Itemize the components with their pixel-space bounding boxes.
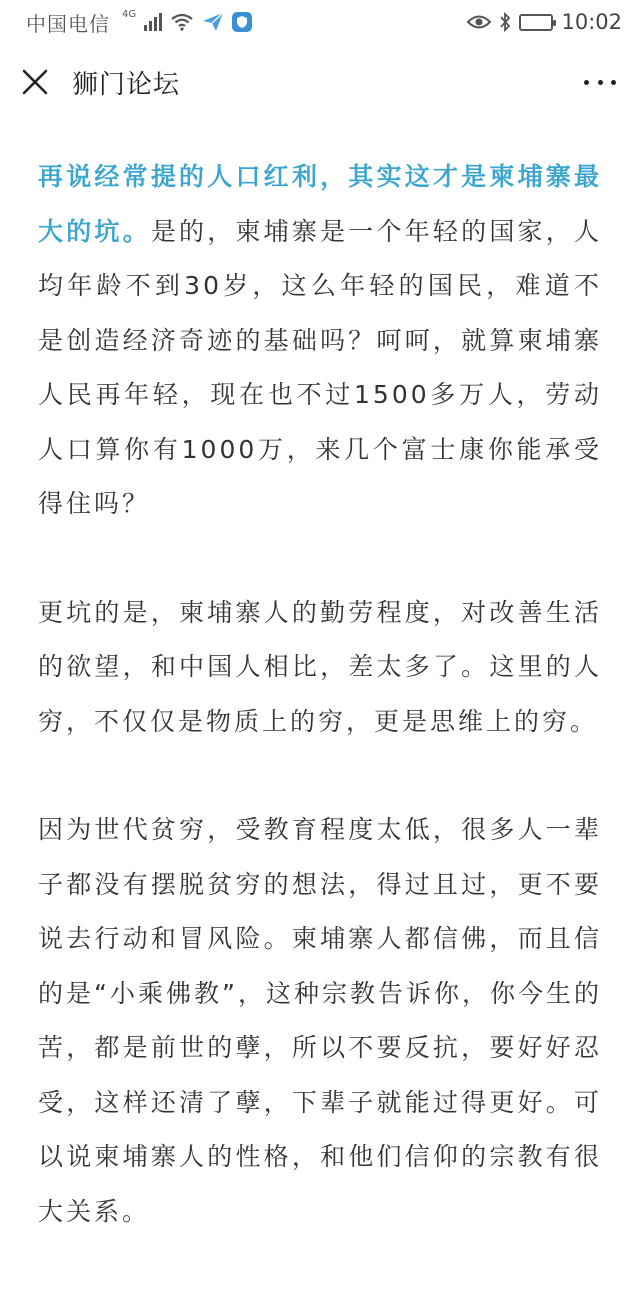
status-bar: [0, 0, 640, 44]
network-type-label: 4G: [122, 8, 137, 20]
title-bar: [0, 44, 640, 120]
close-button[interactable]: [20, 67, 50, 97]
eye-icon: [467, 14, 491, 30]
paragraph-text: 是的，柬埔寨是一个年轻的国家，人均年龄不到30岁，这么年轻的国民，难道不是创造经济奇迹的基础吗？呵呵，就算柬埔寨人民再年轻，现在也不过1500多万人，劳动人口算你有1000万，来几个富士康你能承受得住吗？: [38, 216, 602, 518]
highlighted-text: 再说经常提的人口红利，其实这才是柬埔寨最大的坑。: [38, 162, 602, 246]
paragraph-text: 更坑的是，柬埔寨人的勤劳程度，对改善生活的欲望，和中国人相比，差太多了。这里的人穷，不仅仅是物质上的穷，更是思维上的穷。: [38, 597, 602, 736]
more-button[interactable]: [580, 67, 620, 97]
clock: 10:02: [561, 10, 622, 34]
battery-icon: [519, 14, 553, 31]
page-title: 狮门论坛: [72, 69, 181, 100]
article-paragraph: [38, 150, 602, 532]
article-body: [38, 150, 602, 1293]
status-left: [26, 8, 252, 37]
wifi-icon: [170, 13, 194, 31]
paragraph-text: 因为世代贫穷，受教育程度太低，很多人一辈子都没有摆脱贫穷的想法，得过且过，更不要说去行动和冒风险。柬埔寨人都信佛，而且信的是“小乘佛教”，这种宗教告诉你，你今生的苦，都是前世的孽，所以不要反抗，要好好忍受，这样还清了孽，下辈子就能过得更好。可以说柬埔寨人的性格，和他们信仰的宗教有很大关系。: [38, 815, 602, 1226]
article-paragraph: [38, 803, 602, 1239]
send-icon: [202, 12, 224, 32]
close-icon: [22, 69, 48, 95]
status-right: [467, 10, 622, 34]
bluetooth-icon: [499, 12, 511, 32]
carrier-label: 中国电信: [26, 11, 110, 36]
shield-icon: [232, 12, 252, 32]
article-paragraph: [38, 586, 602, 750]
more-icon: [584, 80, 589, 85]
signal-icon: [144, 13, 162, 31]
